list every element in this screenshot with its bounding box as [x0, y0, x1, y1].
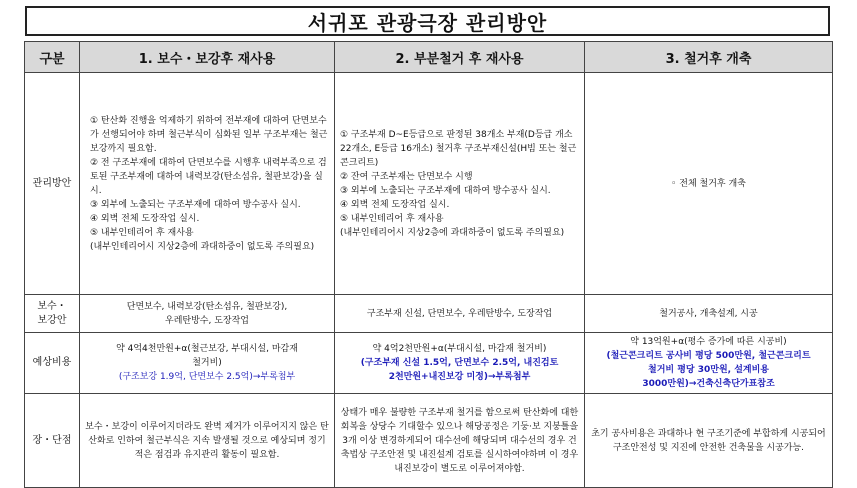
management-opt2-note: (내부인테리어시 지상2층에 과대하중이 없도록 주의필요)	[340, 227, 565, 238]
management-option-3: ◦ 전체 철거후 개축	[585, 73, 833, 295]
management-opt2-item-5: ⑤ 내부인테리어 후 재사용	[340, 213, 444, 224]
row-pros-cons	[25, 394, 833, 488]
management-opt1-item-1: ① 탄산화 진행을 억제하기 위하여 전부재에 대하여 단면보수가 선행되어야 하며 철근부식이 심화된 일부 구조부재는 철근보강까지 필요함.	[90, 115, 328, 154]
header-category: 구분	[25, 42, 80, 73]
cost-opt3-breakdown-3: 3000만원)→건축신축단가표참조	[642, 379, 775, 389]
management-opt2-item-4: ④ 외벽 전체 도장작업 실시.	[340, 199, 450, 210]
pros-cons-option-1: 보수・보강이 이루어지더라도 완벽 제거가 이루어지지 않은 탄산화로 인하여 철근부식은 지속 발생될 것으로 예상되며 정기적은 점검과 유지관리 활동이 필요함.	[80, 394, 335, 488]
header-option-1: 1. 보수・보강후 재사용	[80, 42, 335, 73]
management-opt2-item-3: ③ 외부에 노출되는 구조부재에 대하여 방수공사 실시.	[340, 185, 551, 196]
cost-opt1-line-2: 철거비)	[192, 358, 222, 368]
management-option-2	[335, 73, 585, 295]
header-row	[25, 42, 833, 73]
management-opt1-note: (내부인테리어시 지상2층에 과대하중이 없도록 주의필요)	[90, 241, 315, 252]
row-reinforcement	[25, 295, 833, 333]
row-label-management: 관리방안	[25, 73, 80, 295]
reinforcement-opt1-line-2: 우레탄방수, 도장작업	[165, 315, 249, 326]
row-label-reinforcement	[25, 295, 80, 333]
reinforcement-label-line-1: 보수・	[37, 300, 67, 312]
row-management	[25, 73, 833, 295]
cost-opt1-line-1: 약 4억4천만원+α(철근보강, 부대시설, 마감재	[116, 344, 298, 354]
management-option-1	[80, 73, 335, 295]
reinforcement-opt1-line-1: 단면보수, 내력보강(탄소섬유, 철판보강),	[126, 301, 288, 312]
management-opt1-item-4: ④ 외벽 전체 도장작업 실시.	[90, 213, 200, 224]
cost-option-2	[335, 333, 585, 394]
reinforcement-label-line-2: 보강안	[37, 314, 67, 326]
reinforcement-option-3: 철거공사, 개축설계, 시공	[585, 295, 833, 333]
management-opt1-item-5: ⑤ 내부인테리어 후 재사용	[90, 227, 194, 238]
management-opt2-item-1: ① 구조부재 D~E등급으로 판정된 38개소 부재(D등급 개소22개소, E등급 16개소) 철거후 구조부재신설(H빔 또는 철근콘크리트)	[340, 129, 577, 168]
page-title	[25, 6, 830, 36]
management-opt1-item-2: ② 전 구조부재에 대하여 단면보수를 시행후 내력부족으로 검토된 구조부재에 대하여 내력보강(탄소섬유, 철판보강)을 실시.	[90, 157, 327, 196]
cost-opt3-breakdown-2: 철거비 평당 30만원, 설계비용	[648, 365, 769, 375]
pros-cons-option-3: 초기 공사비용은 과대하나 현 구조기준에 부합하게 시공되어 구조안전성 및 지진에 안전한 건축물을 시공가능.	[585, 394, 833, 488]
header-option-3: 3. 철거후 개축	[585, 42, 833, 73]
management-opt2-item-2: ② 잔여 구조부재는 단면보수 시행	[340, 171, 473, 182]
row-cost	[25, 333, 833, 394]
pros-cons-option-2: 상태가 매우 불량한 구조부재 철거를 함으로써 탄산화에 대한 회복을 상당수 기대할수 있으나 해당공정은 기둥·보 지붕틀을 3개 이상 변경하게되어 대수선에 해당되며 대수선의 경우 건축법상 구조안전 및 내진설계 검토를 실시하여야하며 이 경우 내진보강이 별도로 이루어져야함.	[335, 394, 585, 488]
row-label-pros-cons: 장・단점	[25, 394, 80, 488]
cost-opt3-line-1: 약 13억원+α(평수 증가에 따른 시공비)	[630, 337, 787, 347]
page-title-text: 서귀포 관광극장 관리방안	[307, 10, 548, 35]
management-opt1-item-3: ③ 외부에 노출되는 구조부재에 대하여 방수공사 실시.	[90, 199, 301, 210]
cost-opt1-breakdown: (구조보강 1.9억, 단면보수 2.5억)→부록첨부	[118, 372, 296, 382]
reinforcement-option-1	[80, 295, 335, 333]
cost-option-3	[585, 333, 833, 394]
cost-opt2-breakdown-1: (구조부재 신설 1.5억, 단면보수 2.5억, 내진검토	[360, 358, 559, 368]
cost-option-1	[80, 333, 335, 394]
management-plan-table	[24, 41, 833, 488]
cost-opt2-breakdown-2: 2천만원+내진보강 미정)→부록첨부	[388, 372, 531, 382]
cost-opt2-line-1: 약 4억2천만원+α(부대시설, 마감재 철거비)	[372, 344, 547, 354]
reinforcement-option-2: 구조부재 신설, 단면보수, 우레탄방수, 도장작업	[335, 295, 585, 333]
row-label-cost: 예상비용	[25, 333, 80, 394]
cost-opt3-breakdown-1: (철근콘크리트 공사비 평당 500만원, 철근콘크리트	[606, 351, 811, 361]
header-option-2: 2. 부분철거 후 재사용	[335, 42, 585, 73]
